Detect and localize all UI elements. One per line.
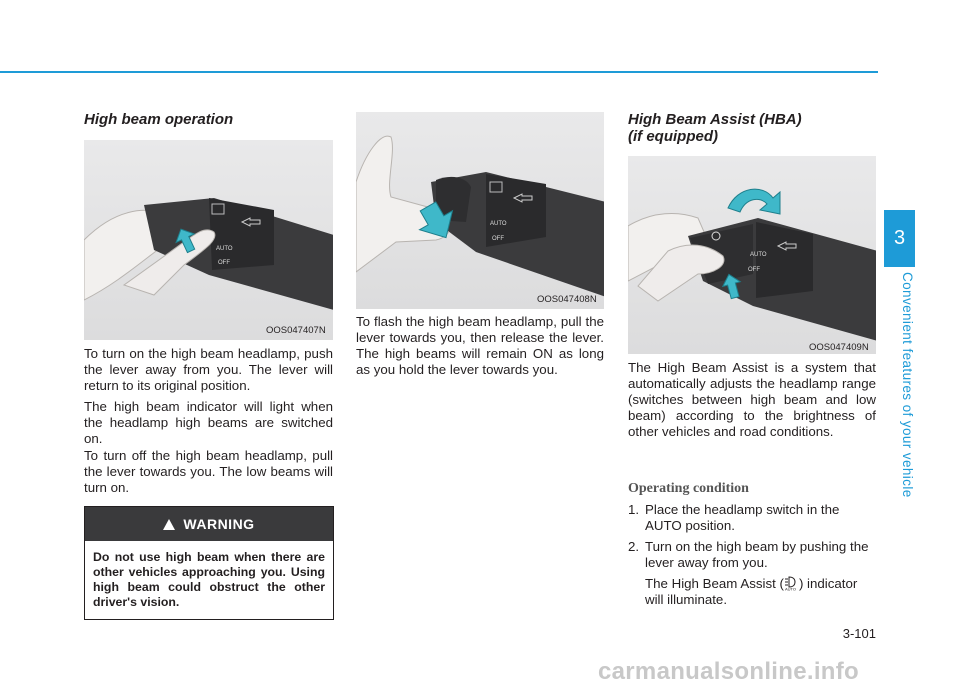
warning-title: WARNING [183,516,255,532]
hba-indicator-note [645,575,877,608]
hba-note-before: The High Beam Assist ( [645,576,784,591]
photo-caption-2: OOS047408N [537,294,597,305]
chapter-title: Convenient features of your vehicle [900,272,915,498]
warning-header [85,507,333,541]
svg-text:OFF: OFF [492,236,504,242]
warning-box [84,506,334,620]
svg-text:AUTO: AUTO [490,221,507,227]
col1-para-1: To turn on the high beam headlamp, push the lever away from you. The lever will return to its original position. [84,346,333,393]
hba-heading [628,111,802,145]
watermark: carmanualsonline.info [598,658,860,685]
high-beam-heading: High beam operation [84,111,234,128]
col3-para-1: The High Beam Assist is a system that automatically adjusts the headlamp range (switches between high beam and low beam) according to the brightness of other vehicles and road conditions. [628,360,876,439]
lever-push-illustration [84,140,333,340]
warning-icon [163,519,175,530]
hba-indicator-icon [784,575,799,591]
list-item-1-text: Place the headlamp switch in the AUTO position. [645,502,840,533]
photo-caption-3: OOS047409N [809,342,869,353]
col1-para-3: To turn off the high beam headlamp, pull the lever towards you. The low beams will turn on. [84,448,333,495]
hba-note-after: ) indicator will illuminate. [645,576,858,607]
hba-lever-illustration [628,156,876,354]
svg-text:AUTO: AUTO [784,586,796,591]
lever-pull-illustration [356,112,604,309]
hba-heading-line2: (if equipped) [628,128,718,145]
chapter-number: 3 [893,227,906,249]
col2-para-1: To flash the high beam headlamp, pull the lever towards you, then release the lever. The high beams will remain ON as long as you hold the lever towards you. [356,314,604,377]
list-item-1-number: 1. [628,502,640,517]
list-item-2-text: Turn on the high beam by pushing the lever away from you. [645,539,869,570]
col1-para-2: The high beam indicator will light when the headlamp high beams are switched on. [84,399,333,446]
operating-condition-heading: Operating condition [628,481,749,496]
chapter-tab [884,210,915,267]
top-rule [0,71,878,73]
page-number: 3-101 [842,626,876,641]
svg-text:OFF: OFF [748,267,760,273]
warning-text: Do not use high beam when there are other vehicles approaching you. Using high beam could obstruct the other driver's vision. [93,550,325,609]
lever-push-photo [84,140,333,340]
svg-text:OFF: OFF [218,260,230,266]
list-item-2-number: 2. [628,539,640,554]
hba-lever-photo [628,156,876,354]
lever-pull-photo [356,112,604,309]
svg-text:AUTO: AUTO [750,252,767,258]
svg-text:AUTO: AUTO [216,246,233,252]
photo-caption-1: OOS047407N [266,325,326,336]
hba-heading-line1: High Beam Assist (HBA) [628,111,802,128]
